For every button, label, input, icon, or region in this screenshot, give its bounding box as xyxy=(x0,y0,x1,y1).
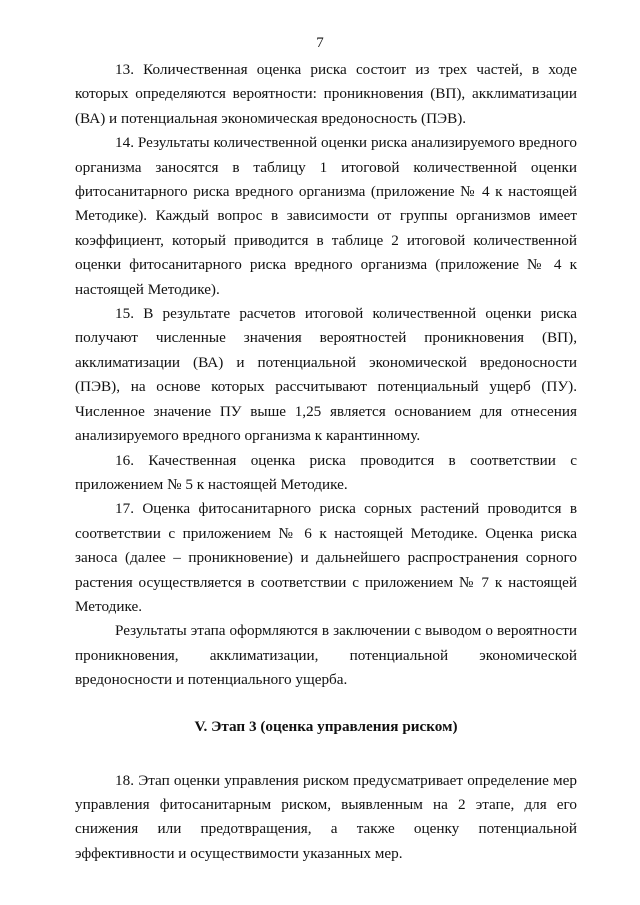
paragraph-18: 18. Этап оценки управления риском предусматривает определение мер управления фитосанитарным риском, выявленным на 2 этапе, для его снижения или предотвращения, а также оценку потенциальной эффективности и осуществимости указанных мер. xyxy=(75,771,577,862)
paragraph-16: 16. Качественная оценка риска проводится в соответствии с приложением № 5 к настоящей Методике. xyxy=(75,451,577,493)
paragraph-15: 15. В результате расчетов итоговой количественной оценки риска получают численные значения вероятностей проникновения (ВП), акклиматизации (ВА) и потенциальной экономической вредоносности (ПЭВ), на основе которых рассчитывают потенциальный ущерб (ПУ). Численное значение ПУ выше 1,25 является основанием для отнесения анализируемого вредного организма к карантинному. xyxy=(75,305,577,445)
paragraph-stage-results: Результаты этапа оформляются в заключении с выводом о вероятности проникновения, акклиматизации, потенциальной экономической вредоносности и потенциального ущерба. xyxy=(75,622,577,689)
document-body xyxy=(75,58,577,866)
paragraph-17: 17. Оценка фитосанитарного риска сорных растений проводится в соответствии с приложением № 6 к настоящей Методике. Оценка риска заноса (далее – проникновение) и дальнейшего распространения сорного растения осуществляется в соответствии с приложением № 7 к настоящей Методике. xyxy=(75,500,577,615)
page-number: 7 xyxy=(316,35,324,51)
paragraph-14: 14. Результаты количественной оценки риска анализируемого вредного организма заносятся в таблицу 1 итоговой количественной оценки фитосанитарного риска вредного организма (приложение № 4 к настоящей Методике). Каждый вопрос в зависимости от группы организмов имеет коэффициент, который приводится в таблице 2 итоговой количественной оценки фитосанитарного риска вредного организма (приложение № 4 к настоящей Методике). xyxy=(75,134,577,298)
section-heading: V. Этап 3 (оценка управления риском) xyxy=(194,717,458,735)
paragraph-13: 13. Количественная оценка риска состоит из трех частей, в ходе которых определяются вероятности: проникновения (ВП), акклиматизации (ВА) и потенциальная экономическая вредоносность (ПЭВ). xyxy=(75,61,577,127)
